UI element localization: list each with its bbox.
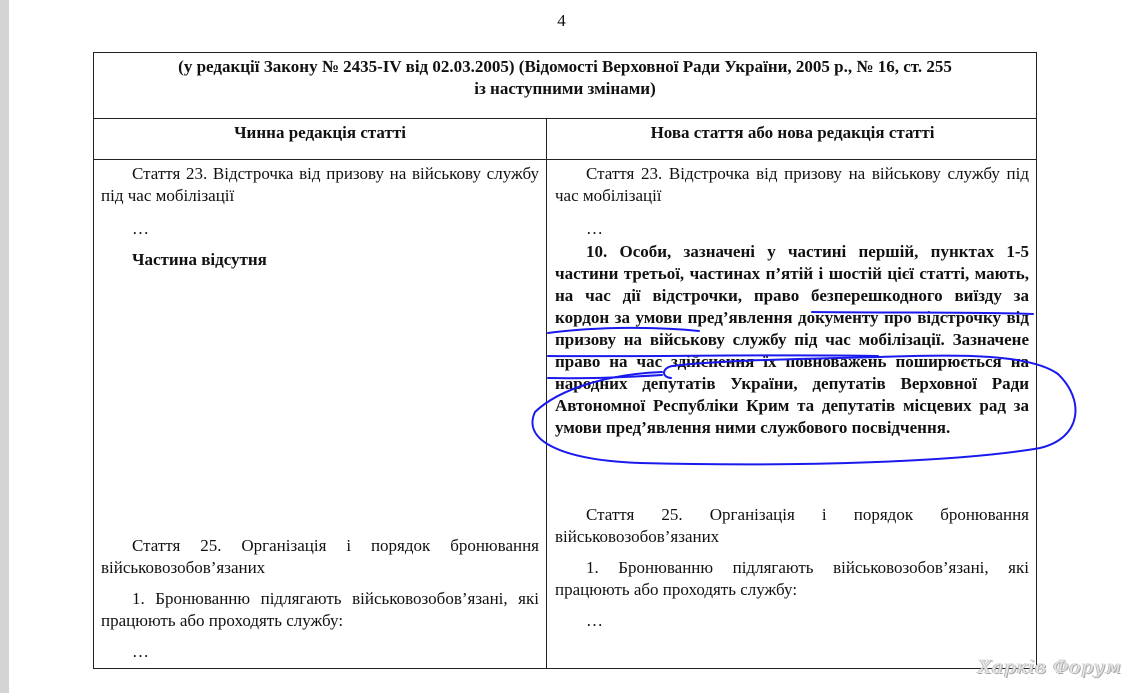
right-ellipsis-2: … [586,611,603,630]
column-header-new: Нова стаття або нова редакція статті [650,123,935,142]
table-column-divider [546,119,547,669]
comparison-table: (у редакції Закону № 2435-IV від 02.03.2005) (Відомості Верховної Ради України, 2005 р., № 16, ст. 255 із наступними змінами) Чинна редакція статті Нова стаття або нова редакція статті Стаття 23. Відстрочка від призову на військову службу під час мобілізації … Частина відсутня Стаття 25. Організація і порядок бронювання військовозобов’язаних 1. Бронюванню підлягають військовозобов’язані, які працюють або проходять службу: … Стаття 23. Відстрочка від призову на військову службу під час мобілізації … 10. Особи, зазначені у частині першій, пунктах 1-5 частини третьої, частинах п’ятій і шостій цієї статті, мають, на час дії відстрочки, право безперешкодного виїзду за кордон за умови пред’явлення документу про відстрочку від призову на військову службу під час мобілізації. Зазначене право на час здійснення їх повноважень поширюється на народних депутатів України, депутатів Верховної Ради Автономної Республіки Крим та депутатів місцевих рад за умови пред’явлення ними службового посвідчення. Стаття 25. Організація і порядок бронювання військовозобов’язаних 1. Бронюванню підлягають військовозобов’язані, які працюють або проходять службу: … [93,52,1037,669]
header-line-2: із наступними змінами) [474,79,656,98]
left-absent-part: Частина відсутня [132,250,267,269]
right-ellipsis: … [586,219,603,238]
left-ellipsis-2: … [132,642,149,661]
table-divider-columns [94,159,1036,160]
left-ellipsis: … [132,219,149,238]
page-number: 4 [557,11,566,30]
column-header-current: Чинна редакція статті [234,123,406,142]
forum-watermark: Харків Форум [978,656,1122,678]
header-line-1: (у редакції Закону № 2435-IV від 02.03.2005) (Відомості Верховної Ради України, 2005 р., № 16, ст. 255 [178,57,952,76]
table-header-band [94,53,1036,119]
viewer-left-edge [0,0,9,693]
